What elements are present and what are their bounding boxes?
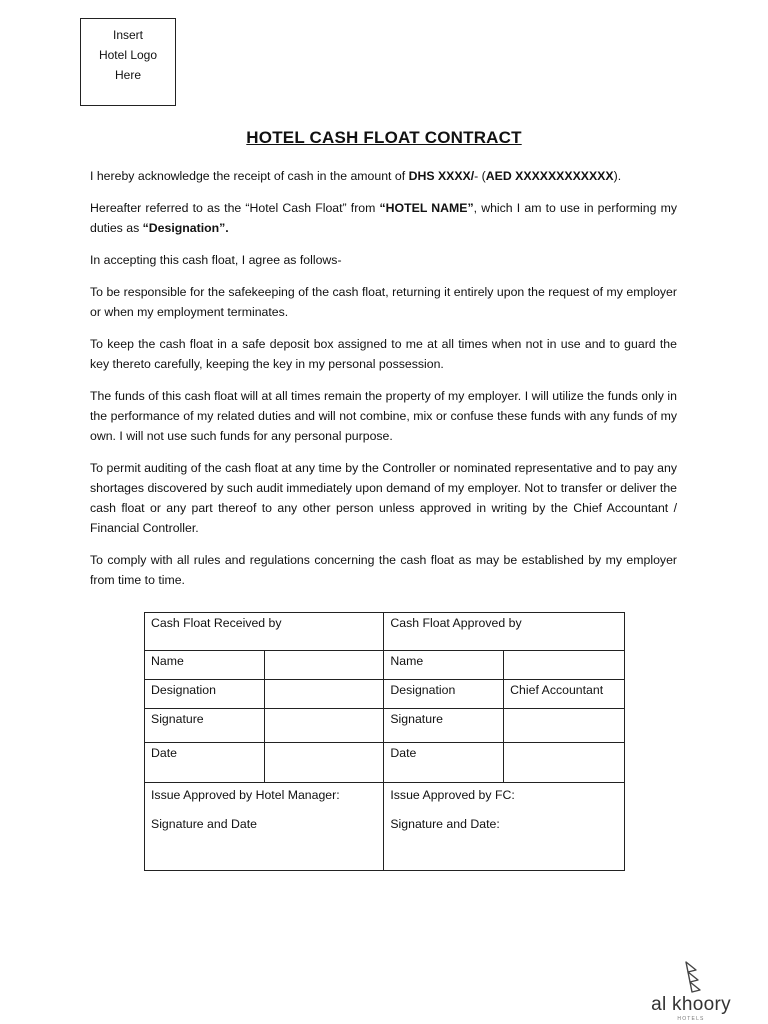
received-signature-value[interactable] xyxy=(264,709,384,743)
received-date-value[interactable] xyxy=(264,743,384,783)
logo-placeholder-line1: Insert xyxy=(112,28,143,42)
logo-placeholder xyxy=(80,18,176,106)
table-header-row xyxy=(145,613,625,651)
approved-date-label: Date xyxy=(384,743,504,783)
received-signature-label: Signature xyxy=(145,709,265,743)
approved-name-value[interactable] xyxy=(504,651,625,680)
issue-right-signature: Signature and Date: xyxy=(390,817,500,831)
table-row xyxy=(145,709,625,743)
received-name-label: Name xyxy=(145,651,265,680)
paragraph-comply: To comply with all rules and regulations concerning the cash float as may be established by my employer from time to time. xyxy=(90,553,677,587)
page-title: HOTEL CASH FLOAT CONTRACT xyxy=(246,128,522,147)
contract-body xyxy=(90,166,677,602)
approved-designation-label: Designation xyxy=(384,680,504,709)
table-row xyxy=(145,651,625,680)
paragraph-funds-property: The funds of this cash float will at all times remain the property of my employer. I will utilize the funds only in the performance of my related duties and will not combine, mix or confuse these funds with any funds of my own. I will not use such funds for any personal purpose. xyxy=(90,389,677,443)
approved-signature-label: Signature xyxy=(384,709,504,743)
issue-approved-fc[interactable] xyxy=(384,783,625,871)
issue-approval-row xyxy=(145,783,625,871)
hereafter-mid: , which I am to use in performing my duties as xyxy=(90,201,678,235)
received-designation-value[interactable] xyxy=(264,680,384,709)
approved-designation-value: Chief Accountant xyxy=(504,680,625,709)
table-row xyxy=(145,743,625,783)
receipt-end: ). xyxy=(613,169,622,183)
approved-by-header: Cash Float Approved by xyxy=(384,613,625,651)
issue-left-title: Issue Approved by Hotel Manager: xyxy=(151,788,340,802)
logo-placeholder-line2: Hotel Logo xyxy=(98,48,158,62)
paragraph-receipt xyxy=(90,166,677,186)
receipt-mid: - ( xyxy=(474,169,486,183)
received-by-header: Cash Float Received by xyxy=(145,613,384,651)
leaf-mark-icon xyxy=(646,958,736,994)
brand-name: al khoory xyxy=(651,994,731,1015)
issue-left-signature: Signature and Date xyxy=(151,817,257,831)
paragraph-accepting: In accepting this cash float, I agree as follows- xyxy=(90,253,342,267)
approved-date-value[interactable] xyxy=(504,743,625,783)
paragraph-safekeeping: To be responsible for the safekeeping of the cash float, returning it entirely upon the request of my employer or when my employment terminates. xyxy=(90,285,677,319)
approved-name-label: Name xyxy=(384,651,504,680)
received-date-label: Date xyxy=(145,743,265,783)
amount-dhs: DHS XXXX/ xyxy=(408,169,475,183)
table-row xyxy=(145,680,625,709)
received-name-value[interactable] xyxy=(264,651,384,680)
approved-signature-value[interactable] xyxy=(504,709,625,743)
hereafter-text: Hereafter referred to as the “Hotel Cash Float” from xyxy=(90,201,380,215)
designation: “Designation”. xyxy=(142,221,229,235)
issue-right-title: Issue Approved by FC: xyxy=(390,788,515,802)
paragraph-auditing: To permit auditing of the cash float at any time by the Controller or nominated representative and to pay any shortages discovered by such audit immediately upon demand of my employer. Not to transfer or deliver the cash float or any part thereof to any other person unless approved in writing by the Chief Accountant / Financial Controller. xyxy=(90,461,677,535)
receipt-text: I hereby acknowledge the receipt of cash in the amount of xyxy=(90,169,409,183)
al-khoory-logo xyxy=(646,958,736,1024)
issue-approved-hotel-manager[interactable] xyxy=(145,783,384,871)
logo-placeholder-line3: Here xyxy=(114,68,141,82)
paragraph-safe-deposit: To keep the cash float in a safe deposit box assigned to me at all times when not in use and to guard the key thereto carefully, keeping the key in my personal possession. xyxy=(90,337,677,371)
amount-aed: AED XXXXXXXXXXXX xyxy=(485,169,614,183)
signature-table xyxy=(144,612,625,871)
received-designation-label: Designation xyxy=(145,680,265,709)
paragraph-hereafter xyxy=(90,198,677,238)
brand-sub: HOTELS xyxy=(677,1016,705,1022)
hotel-name: “HOTEL NAME” xyxy=(379,201,474,215)
